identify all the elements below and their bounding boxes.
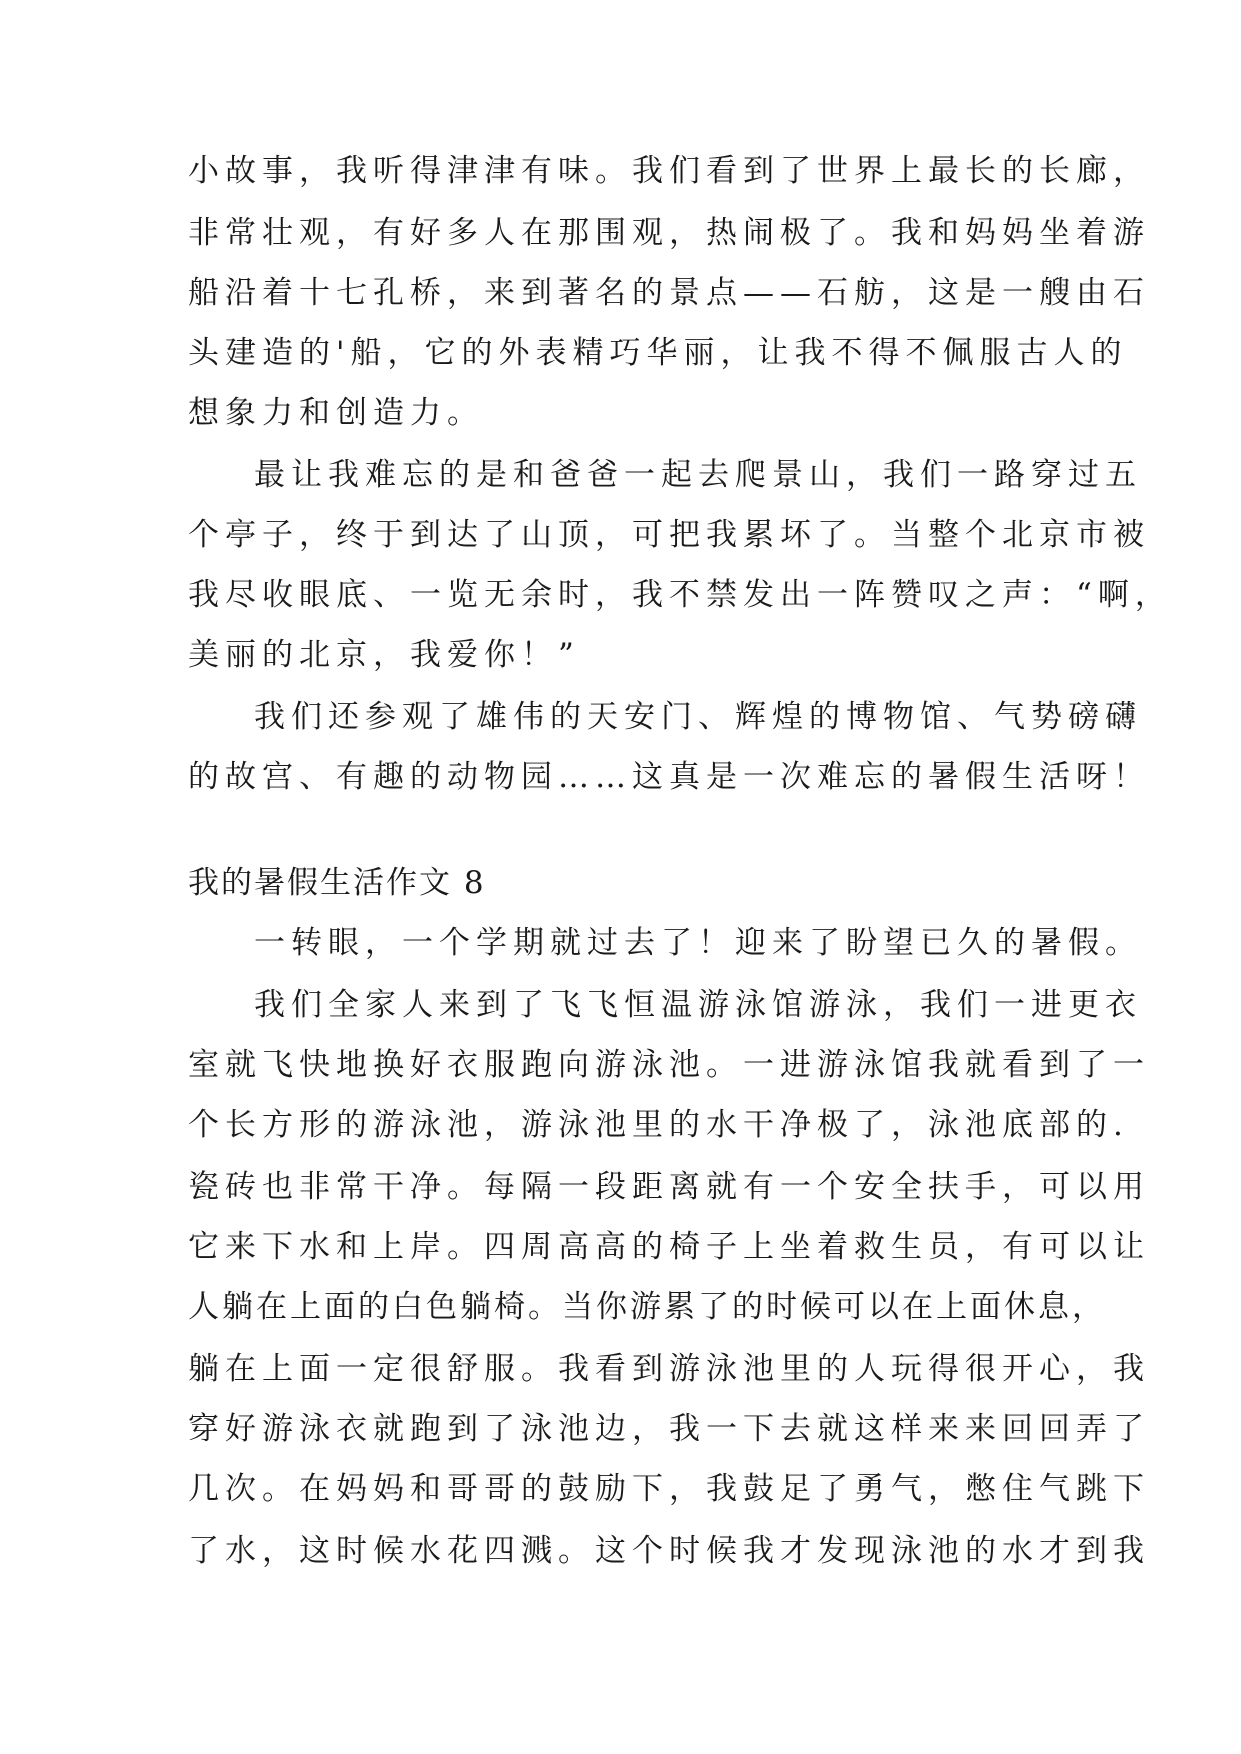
paragraph-line: 穿好游泳衣就跑到了泳池边，我一下去就这样来来回回弄了	[188, 1411, 1150, 1447]
paragraph-line: 头建造的'船，它的外表精巧华丽，让我不得不佩服古人的	[188, 335, 1128, 371]
paragraph-line: 美丽的北京，我爱你！”	[188, 637, 580, 673]
paragraph-line: 室就飞快地换好衣服跑向游泳池。一进游泳馆我就看到了一	[188, 1047, 1150, 1083]
paragraph-line: 最让我难忘的是和爸爸一起去爬景山，我们一路穿过五	[254, 457, 1142, 493]
paragraph-line: 小故事，我听得津津有味。我们看到了世界上最长的长廊，	[188, 153, 1150, 189]
paragraph-line: 几次。在妈妈和哥哥的鼓励下，我鼓足了勇气，憋住气跳下	[188, 1471, 1150, 1507]
paragraph-line: 一转眼，一个学期就过去了！迎来了盼望已久的暑假。	[254, 925, 1142, 961]
paragraph-line: 瓷砖也非常干净。每隔一段距离就有一个安全扶手，可以用	[188, 1169, 1150, 1205]
paragraph-line: 躺在上面一定很舒服。我看到游泳池里的人玩得很开心，我	[188, 1351, 1150, 1387]
section-title: 我的暑假生活作文 8	[188, 865, 486, 901]
paragraph-line: 个亭子，终于到达了山顶，可把我累坏了。当整个北京市被	[188, 517, 1150, 553]
paragraph-line: 我们全家人来到了飞飞恒温游泳馆游泳，我们一进更衣	[254, 987, 1142, 1023]
paragraph-line: 它来下水和上岸。四周高高的椅子上坐着救生员，有可以让	[188, 1229, 1150, 1265]
paragraph-line: 个长方形的游泳池，游泳池里的水干净极了，泳池底部的.	[188, 1107, 1129, 1143]
paragraph-line: 船沿着十七孔桥，来到著名的景点——石舫，这是一艘由石	[188, 275, 1150, 311]
paragraph-line: 了水，这时候水花四溅。这个时候我才发现泳池的水才到我	[188, 1533, 1150, 1569]
paragraph-line: 我们还参观了雄伟的天安门、辉煌的博物馆、气势磅礴	[254, 699, 1142, 735]
paragraph-line: 的故宫、有趣的动物园……这真是一次难忘的暑假生活呀！	[188, 759, 1150, 795]
paragraph-line: 我尽收眼底、一览无余时，我不禁发出一阵赞叹之声：“啊，	[188, 577, 1172, 613]
paragraph-line: 想象力和创造力。	[188, 395, 484, 431]
paragraph-line: 人躺在上面的白色躺椅。当你游累了的时候可以在上面休息，	[188, 1289, 1106, 1325]
paragraph-line: 非常壮观，有好多人在那围观，热闹极了。我和妈妈坐着游	[188, 215, 1150, 251]
